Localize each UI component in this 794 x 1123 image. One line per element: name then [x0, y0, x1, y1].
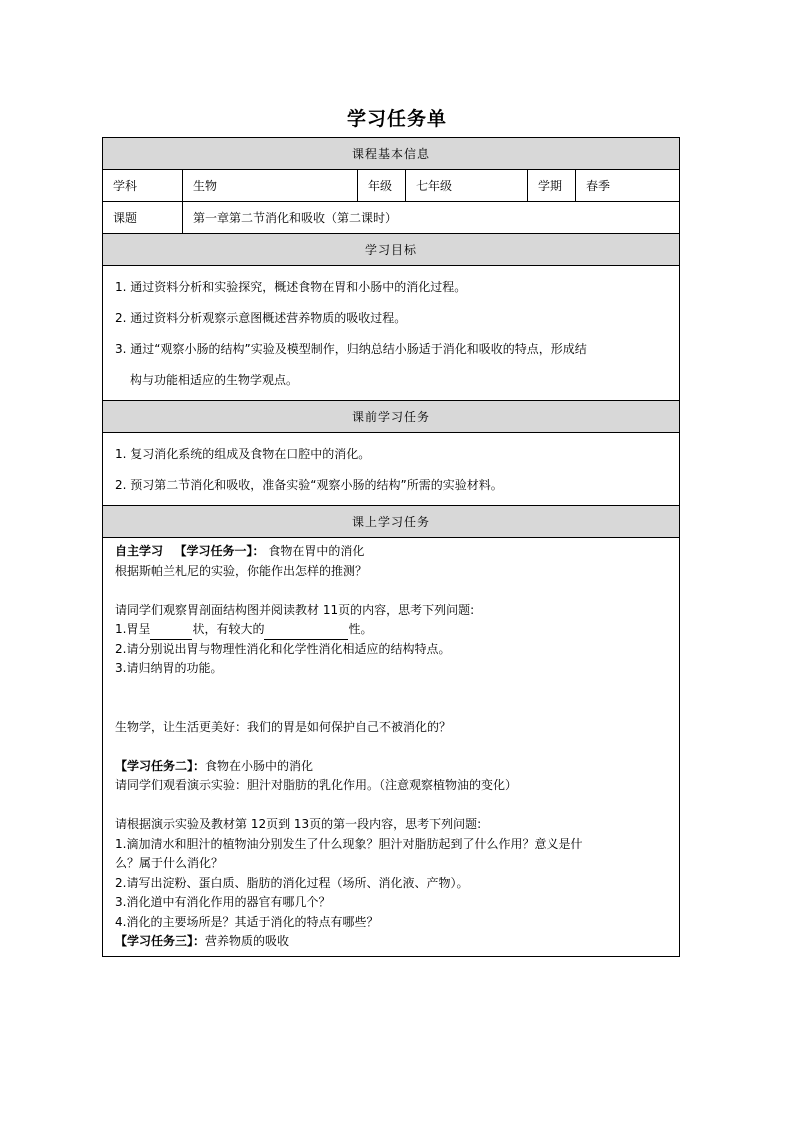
in-class-header: 课上学习任务	[103, 506, 680, 538]
fill-in-question: 1.胃呈 状，有较大的 性。	[115, 620, 667, 640]
text-line: 么？属于什么消化？	[115, 856, 224, 870]
term-value: 春季	[576, 170, 680, 202]
goal-item-continued: 构与功能相适应的生物学观点。	[130, 373, 299, 387]
task1-title: 食物在胃中的消化	[268, 544, 365, 558]
text-line: 生物学，让生活更美好：我们的胃是如何保护自己不被消化的？	[115, 719, 452, 734]
task3-line	[115, 932, 667, 952]
task3-label: 【学习任务三】：	[115, 934, 206, 948]
text-line: 3.消化道中有消化作用的器官有哪几个？	[115, 895, 331, 909]
text-line: 3.请归纳胃的功能。	[115, 661, 223, 675]
goals-list	[103, 266, 680, 401]
pre-class-item: 1. 复习消化系统的组成及食物在口腔中的消化。	[115, 447, 371, 461]
pre-class-list	[103, 433, 680, 506]
goal-item: 1. 通过资料分析和实验探究，概述食物在胃和小肠中的消化过程。	[115, 280, 467, 294]
text-line: 请同学们观察胃剖面结构图并阅读教材 11页的内容，思考下列问题:	[115, 602, 475, 617]
goal-item: 2. 通过资料分析观察示意图概述营养物质的吸收过程。	[115, 311, 407, 325]
page-title: 学习任务单	[346, 108, 447, 130]
text-line: 根据斯帕兰札尼的实验，你能作出怎样的推测？	[115, 563, 368, 578]
task2-label: 【学习任务二】：	[115, 758, 206, 773]
basic-info-header: 课程基本信息	[103, 138, 680, 170]
text-line: 1.滴加清水和胆汁的植物油分别发生了什么现象？胆汁对脂肪起到了什么作用？意义是什	[115, 836, 583, 851]
text-line: 4.消化的主要场所是？其适于消化的特点有哪些？	[115, 914, 379, 929]
in-class-content	[103, 538, 680, 957]
self-study-label: 自主学习	[115, 544, 164, 558]
task3-title: 营养物质的吸收	[205, 934, 290, 948]
answer-blank[interactable]	[264, 625, 348, 640]
task1-label: 【学习任务一】：	[174, 544, 265, 558]
text-line: 2.请分别说出胃与物理性消化和化学性消化相适应的结构特点。	[115, 641, 451, 656]
text-line: 请根据演示实验及教材第 12页到 13页的第一段内容，思考下列问题:	[115, 817, 482, 831]
grade-label: 年级	[358, 170, 406, 202]
task2-line	[115, 757, 667, 777]
subject-label: 学科	[103, 170, 183, 202]
topic-value: 第一章第二节消化和吸收（第二课时）	[183, 202, 680, 234]
goals-header: 学习目标	[103, 234, 680, 266]
text-line: 请同学们观看演示实验：胆汁对脂肪的乳化作用。（注意观察植物油的变化）	[115, 778, 518, 792]
goal-item: 3. 通过“观察小肠的结构”实验及模型制作，归纳总结小肠适于消化和吸收的特点，形成结	[115, 342, 587, 356]
task2-title: 食物在小肠中的消化	[205, 758, 314, 773]
subject-value: 生物	[183, 170, 358, 202]
pre-class-header: 课前学习任务	[103, 401, 680, 433]
text-line: 2.请写出淀粉、蛋白质、脂肪的消化过程（场所、消化液、产物）。	[115, 875, 469, 890]
task-sheet-table	[102, 137, 680, 957]
topic-label: 课题	[103, 202, 183, 234]
answer-blank[interactable]	[150, 625, 192, 640]
pre-class-item: 2. 预习第二节消化和吸收，准备实验“观察小肠的结构”所需的实验材料。	[115, 478, 503, 492]
grade-value: 七年级	[406, 170, 528, 202]
task1-line	[115, 542, 667, 562]
term-label: 学期	[528, 170, 576, 202]
